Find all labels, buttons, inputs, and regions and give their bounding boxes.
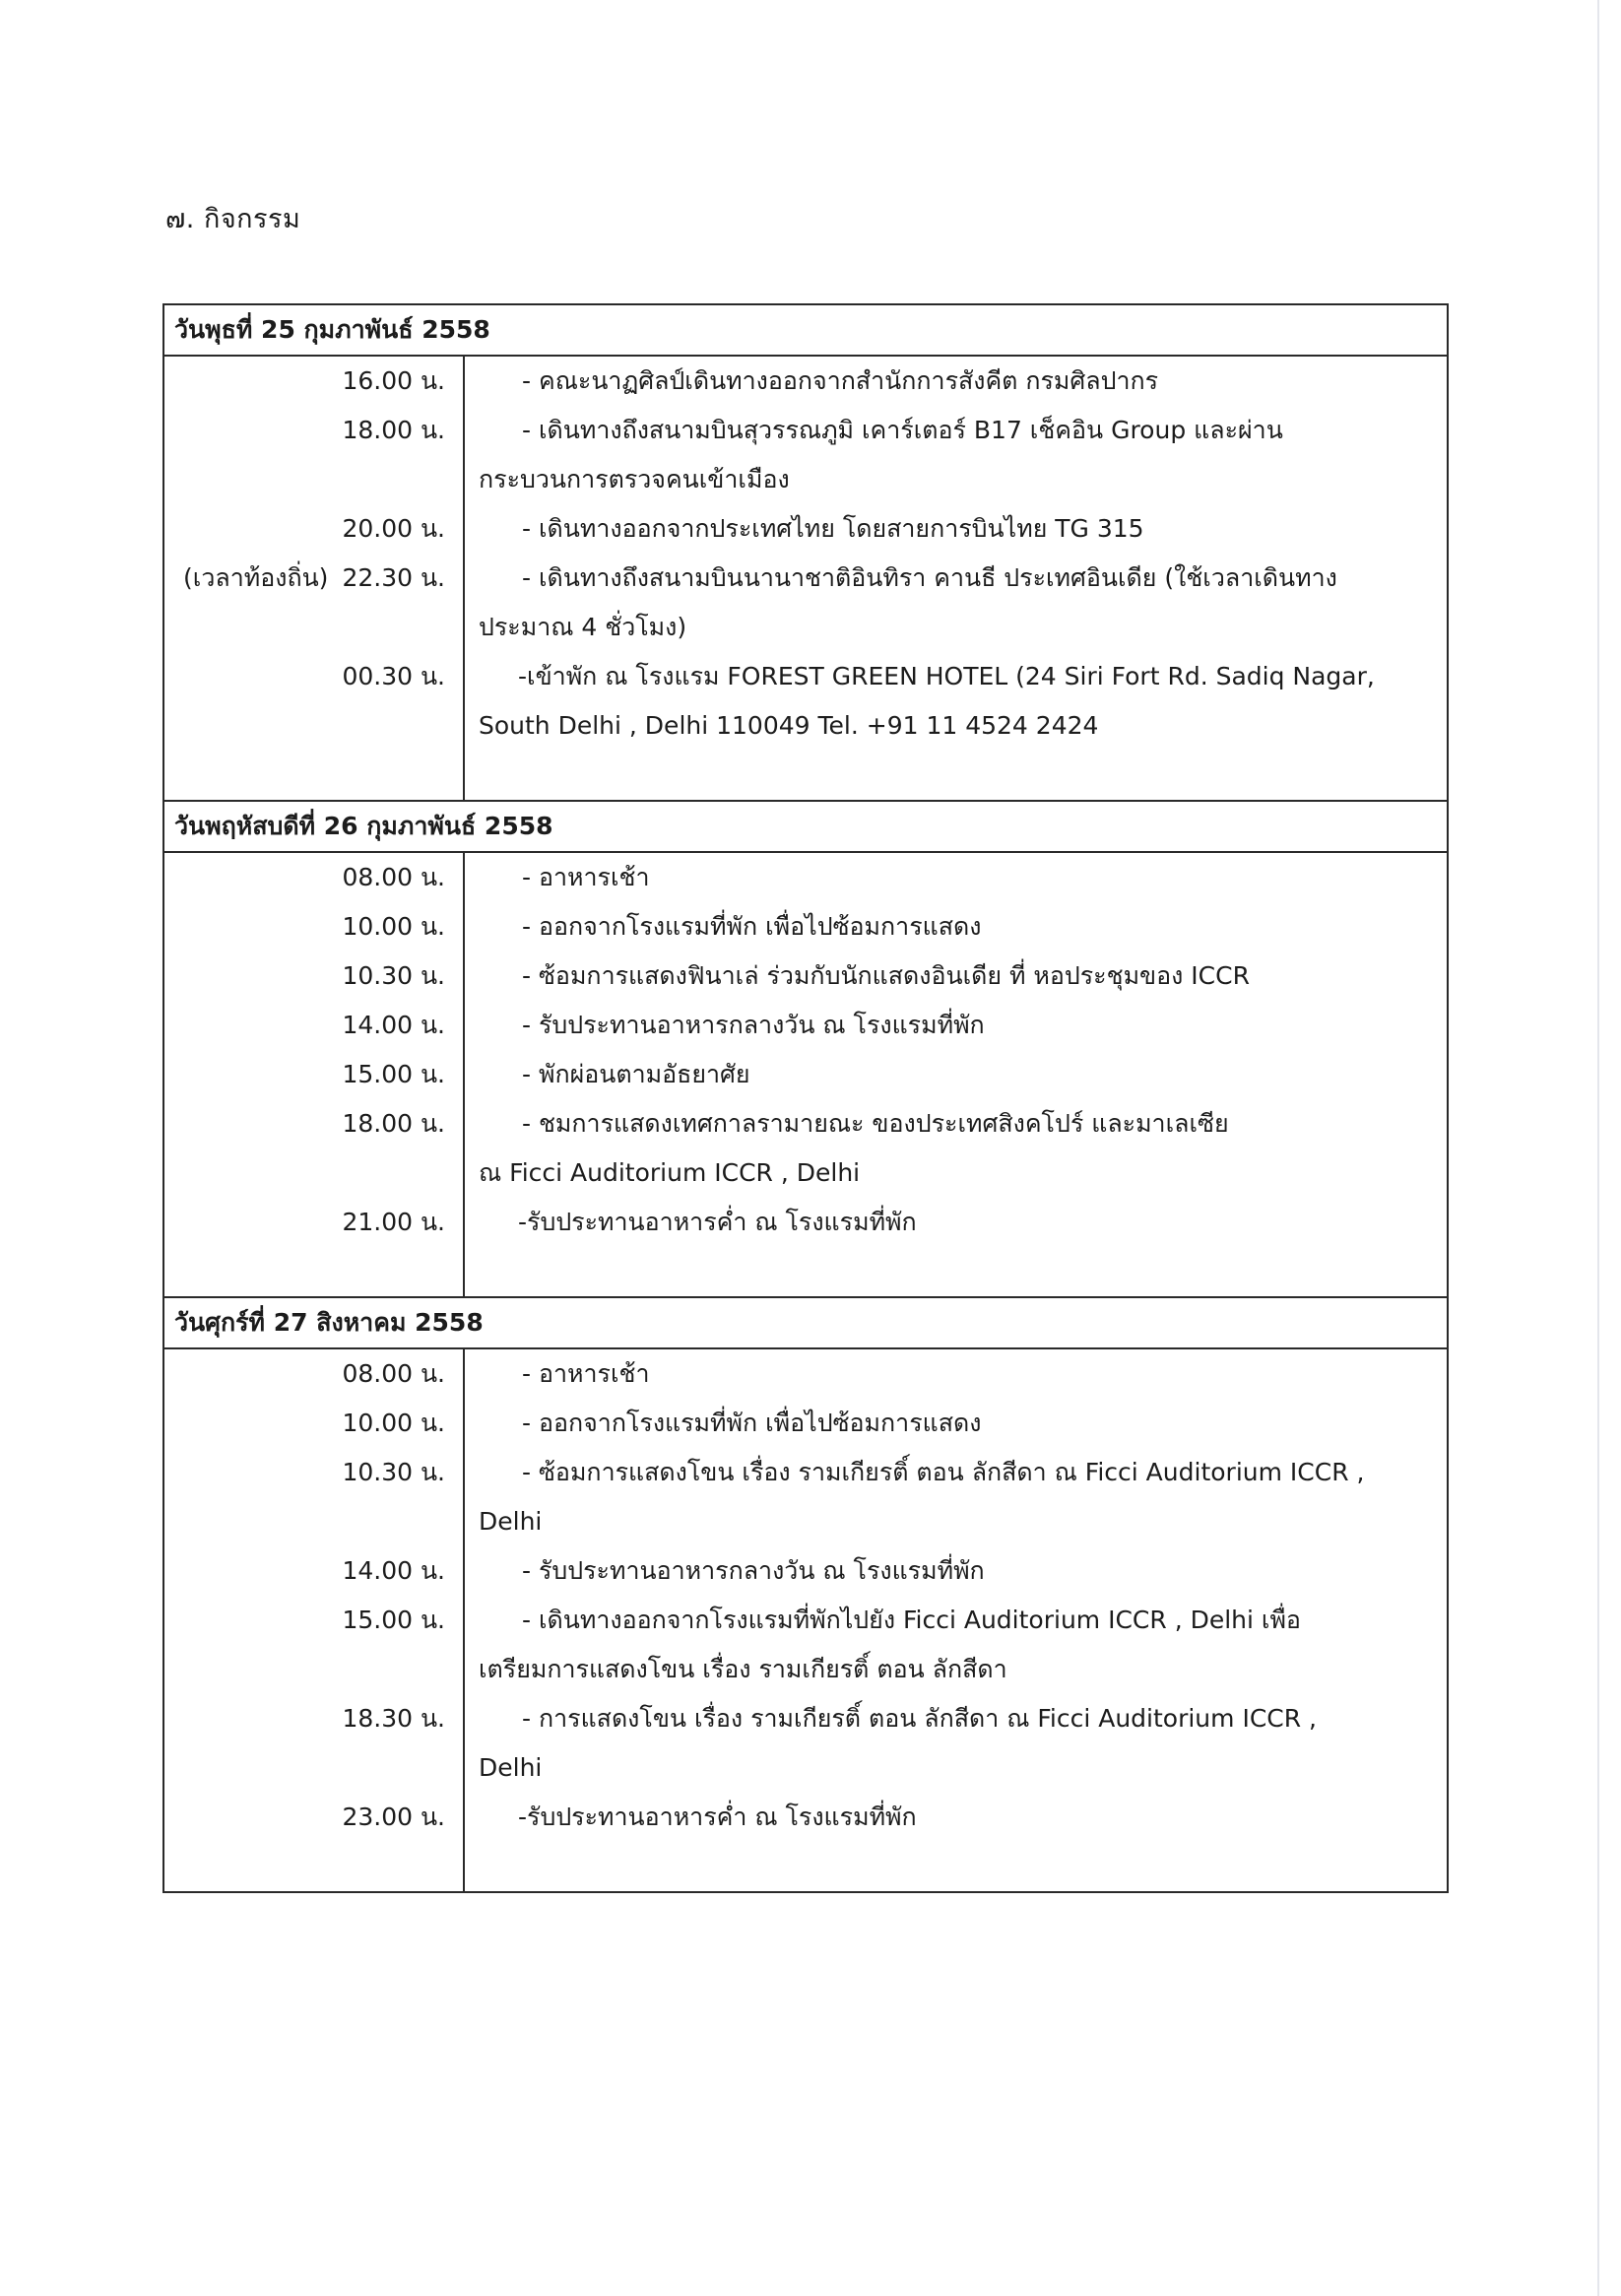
schedule-entry bbox=[164, 1349, 1447, 1399]
entry-time: 08.00 น. bbox=[342, 1359, 445, 1388]
schedule-entry bbox=[164, 1546, 1447, 1596]
entry-description: - รับประทานอาหารกลางวัน ณ โรงแรมที่พัก bbox=[522, 1011, 985, 1039]
entry-description: - ออกจากโรงแรมที่พัก เพื่อไปซ้อมการแสดง bbox=[522, 1409, 982, 1437]
entry-time: 15.00 น. bbox=[342, 1606, 445, 1634]
blank-row bbox=[164, 1842, 1447, 1891]
blank-description-cell bbox=[465, 751, 1447, 800]
schedule-table bbox=[162, 303, 1449, 1893]
entry-description: - ออกจากโรงแรมที่พัก เพื่อไปซ้อมการแสดง bbox=[522, 912, 982, 941]
local-time-note: (เวลาท้องถิ่น) bbox=[183, 563, 329, 592]
section-heading: ๗. กิจกรรม bbox=[165, 204, 301, 234]
entry-description-continued: Delhi bbox=[479, 1753, 543, 1782]
blank-time-cell bbox=[164, 1247, 465, 1296]
entry-time: 16.00 น. bbox=[342, 366, 445, 395]
entry-description: - เดินทางถึงสนามบินสุวรรณภูมิ เคาร์เตอร์ B17 เช็คอิน Group และผ่าน bbox=[522, 416, 1283, 444]
entry-time: 14.00 น. bbox=[342, 1556, 445, 1585]
entry-description: -รับประทานอาหารค่ำ ณ โรงแรมที่พัก bbox=[518, 1208, 917, 1236]
entry-time: 23.00 น. bbox=[342, 1803, 445, 1831]
entry-description-cell bbox=[465, 1099, 1447, 1198]
entry-description: -เข้าพัก ณ โรงแรม FOREST GREEN HOTEL (24 Siri Fort Rd. Sadiq Nagar, bbox=[518, 662, 1375, 690]
entry-time-cell bbox=[164, 1694, 465, 1793]
entry-time-cell bbox=[164, 1001, 465, 1050]
schedule-entry bbox=[164, 652, 1447, 751]
entry-time-cell bbox=[164, 1099, 465, 1198]
entry-description-cell bbox=[465, 1596, 1447, 1694]
entry-description-continued: กระบวนการตรวจคนเข้าเมือง bbox=[479, 465, 790, 493]
entry-description: - เดินทางถึงสนามบินนานาชาติอินทิรา คานธี ประเทศอินเดีย (ใช้เวลาเดินทาง bbox=[522, 563, 1337, 592]
day-header: วันพุธที่ 25 กุมภาพันธ์ 2558 bbox=[164, 305, 1447, 357]
entry-description-cell bbox=[465, 1198, 1447, 1247]
entry-time-cell bbox=[164, 1793, 465, 1842]
entry-time-cell bbox=[164, 406, 465, 504]
entry-time: 20.00 น. bbox=[342, 514, 445, 543]
entry-description: - เดินทางออกจากโรงแรมที่พักไปยัง Ficci Auditorium ICCR , Delhi เพื่อ bbox=[522, 1606, 1301, 1634]
entry-time-cell bbox=[164, 1399, 465, 1448]
entry-description: -รับประทานอาหารค่ำ ณ โรงแรมที่พัก bbox=[518, 1803, 917, 1831]
schedule-entry bbox=[164, 853, 1447, 902]
entry-time-cell bbox=[164, 1546, 465, 1596]
entry-description: - การแสดงโขน เรื่อง รามเกียรติ์ ตอน ลักสีดา ณ Ficci Auditorium ICCR , bbox=[522, 1704, 1317, 1733]
entry-time: 10.00 น. bbox=[342, 1409, 445, 1437]
entry-description-cell bbox=[465, 652, 1447, 751]
entry-description-cell bbox=[465, 1694, 1447, 1793]
entry-description: - รับประทานอาหารกลางวัน ณ โรงแรมที่พัก bbox=[522, 1556, 985, 1585]
entry-description: - คณะนาฏศิลป์เดินทางออกจากสำนักการสังคีต กรมศิลปากร bbox=[522, 366, 1159, 395]
entry-description-cell bbox=[465, 1050, 1447, 1099]
entry-description: - ชมการแสดงเทศกาลรามายณะ ของประเทศสิงคโปร์ และมาเลเซีย bbox=[522, 1109, 1229, 1138]
schedule-entry bbox=[164, 902, 1447, 951]
entry-description-continued: เตรียมการแสดงโขน เรื่อง รามเกียรติ์ ตอน ลักสีดา bbox=[479, 1655, 1007, 1683]
schedule-entry bbox=[164, 1099, 1447, 1198]
entry-description: - พักผ่อนตามอัธยาศัย bbox=[522, 1060, 750, 1088]
day-schedule bbox=[164, 357, 1447, 802]
entry-time: 10.30 น. bbox=[342, 1458, 445, 1486]
entry-time-cell bbox=[164, 951, 465, 1001]
day-header: วันศุกร์ที่ 27 สิงหาคม 2558 bbox=[164, 1298, 1447, 1349]
schedule-entry bbox=[164, 554, 1447, 652]
schedule-entry bbox=[164, 406, 1447, 504]
blank-time-cell bbox=[164, 1842, 465, 1891]
entry-description-cell bbox=[465, 1001, 1447, 1050]
entry-time-cell bbox=[164, 1050, 465, 1099]
entry-time-cell bbox=[164, 1349, 465, 1399]
day-schedule bbox=[164, 1349, 1447, 1891]
entry-description-cell bbox=[465, 1793, 1447, 1842]
entry-time: 10.00 น. bbox=[342, 912, 445, 941]
schedule-entry bbox=[164, 1793, 1447, 1842]
entry-description-cell bbox=[465, 357, 1447, 406]
entry-time-cell bbox=[164, 652, 465, 751]
schedule-entry bbox=[164, 504, 1447, 554]
entry-description-cell bbox=[465, 1448, 1447, 1546]
entry-time-cell bbox=[164, 1198, 465, 1247]
schedule-entry bbox=[164, 1448, 1447, 1546]
blank-row bbox=[164, 751, 1447, 800]
blank-time-cell bbox=[164, 751, 465, 800]
blank-row bbox=[164, 1247, 1447, 1296]
entry-time: 00.30 น. bbox=[342, 662, 445, 690]
day-header: วันพฤหัสบดีที่ 26 กุมภาพันธ์ 2558 bbox=[164, 802, 1447, 853]
entry-description: - อาหารเช้า bbox=[522, 863, 650, 891]
entry-time-cell bbox=[164, 1596, 465, 1694]
blank-description-cell bbox=[465, 1247, 1447, 1296]
schedule-entry bbox=[164, 1198, 1447, 1247]
entry-time-cell bbox=[164, 357, 465, 406]
entry-description: - อาหารเช้า bbox=[522, 1359, 650, 1388]
page-edge-line bbox=[1597, 0, 1599, 2296]
entry-time-cell bbox=[164, 853, 465, 902]
entry-description: - ซ้อมการแสดงโขน เรื่อง รามเกียรติ์ ตอน ลักสีดา ณ Ficci Auditorium ICCR , bbox=[522, 1458, 1365, 1486]
entry-description-cell bbox=[465, 853, 1447, 902]
entry-time: 08.00 น. bbox=[342, 863, 445, 891]
entry-time-cell bbox=[164, 554, 465, 652]
entry-description-continued: ประมาณ 4 ชั่วโมง) bbox=[479, 613, 687, 641]
entry-time: 18.00 น. bbox=[342, 1109, 445, 1138]
entry-description-cell bbox=[465, 902, 1447, 951]
entry-time-cell bbox=[164, 504, 465, 554]
schedule-entry bbox=[164, 1001, 1447, 1050]
entry-time: 15.00 น. bbox=[342, 1060, 445, 1088]
entry-time: 22.30 น. bbox=[342, 563, 445, 592]
entry-time: 10.30 น. bbox=[342, 961, 445, 990]
entry-description-cell bbox=[465, 504, 1447, 554]
entry-description-cell bbox=[465, 554, 1447, 652]
entry-description-cell bbox=[465, 1399, 1447, 1448]
entry-time: 21.00 น. bbox=[342, 1208, 445, 1236]
entry-time: 18.00 น. bbox=[342, 416, 445, 444]
schedule-entry bbox=[164, 1050, 1447, 1099]
entry-description-cell bbox=[465, 951, 1447, 1001]
entry-description-cell bbox=[465, 1546, 1447, 1596]
blank-description-cell bbox=[465, 1842, 1447, 1891]
schedule-entry bbox=[164, 1694, 1447, 1793]
entry-description: - ซ้อมการแสดงฟินาเล่ ร่วมกับนักแสดงอินเดีย ที่ หอประชุมของ ICCR bbox=[522, 961, 1250, 990]
entry-description-continued: South Delhi , Delhi 110049 Tel. +91 11 4524 2424 bbox=[479, 711, 1099, 740]
entry-description-cell bbox=[465, 1349, 1447, 1399]
entry-time: 18.30 น. bbox=[342, 1704, 445, 1733]
entry-time-cell bbox=[164, 1448, 465, 1546]
schedule-entry bbox=[164, 1596, 1447, 1694]
entry-description-cell bbox=[465, 406, 1447, 504]
entry-description: - เดินทางออกจากประเทศไทย โดยสายการบินไทย TG 315 bbox=[522, 514, 1144, 543]
day-schedule bbox=[164, 853, 1447, 1298]
entry-description-continued: ณ Ficci Auditorium ICCR , Delhi bbox=[479, 1158, 861, 1187]
schedule-entry bbox=[164, 1399, 1447, 1448]
entry-time: 14.00 น. bbox=[342, 1011, 445, 1039]
entry-description-continued: Delhi bbox=[479, 1507, 543, 1536]
schedule-entry bbox=[164, 357, 1447, 406]
schedule-entry bbox=[164, 951, 1447, 1001]
entry-time-cell bbox=[164, 902, 465, 951]
